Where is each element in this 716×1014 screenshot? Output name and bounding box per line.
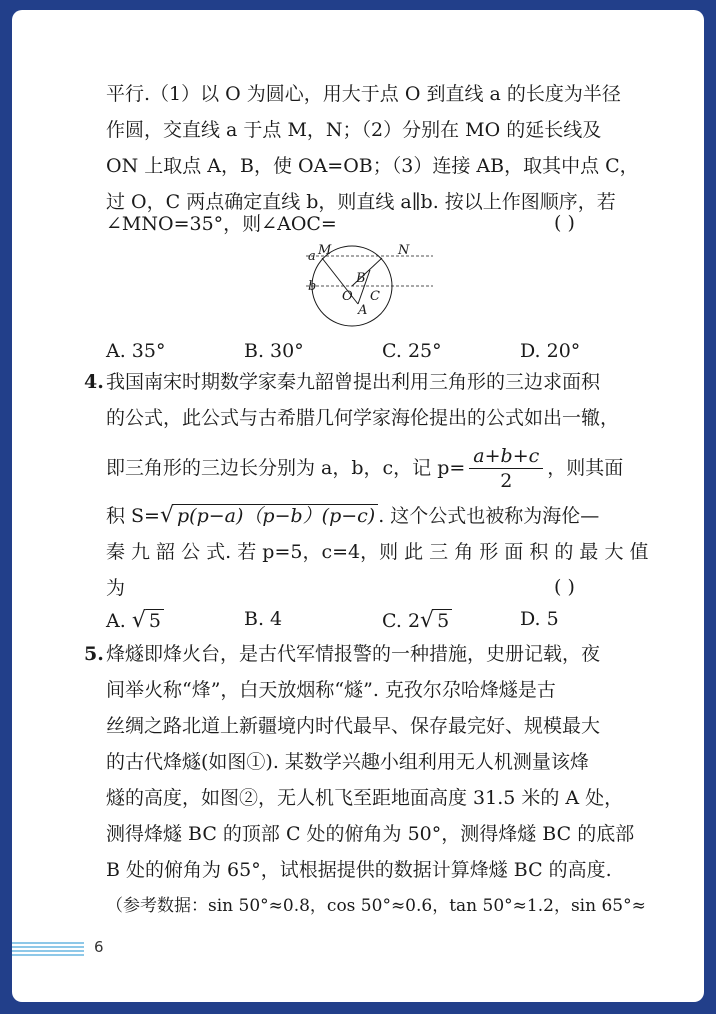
page [12, 10, 704, 1002]
sqrt-content: p(p−a)（p−b）(p−c) [174, 504, 378, 527]
sqrt-icon: √ [420, 608, 435, 633]
q4-line-5: 秦 九 韶 公 式. 若 p=5，c=4，则 此 三 角 形 面 积 的 最 大 值 [106, 541, 649, 563]
q4-option-b: B. 4 [244, 608, 283, 630]
q4-line-3 [106, 442, 623, 494]
q5-line-5: 燧的高度，如图②，无人机飞至距地面高度 31.5 米的 A 处， [106, 787, 624, 809]
q3-option-d: D. 20° [520, 340, 581, 362]
q3-option-a: A. 35° [106, 340, 166, 362]
q4-line-2: 的公式，此公式与古希腊几何学家海伦提出的公式如出一辙， [106, 407, 620, 429]
label-a: a [308, 249, 316, 264]
q5-line-2: 间举火称“烽”，白天放烟称“燧”. 克孜尔尕哈烽燧是古 [106, 679, 556, 701]
label-b: b [308, 279, 317, 294]
q4-line-6: 为 [106, 577, 126, 599]
q3-line-5: ∠MNO=35°，则∠AOC= [106, 213, 337, 235]
label-C: C [370, 289, 380, 304]
q4-line-4-post: . 这个公式也被称为海伦— [378, 505, 600, 527]
label-A: A [358, 303, 368, 318]
q3-circle-figure [288, 244, 448, 334]
q4-option-c [382, 608, 452, 633]
q5-line-8: （参考数据：sin 50°≈0.8，cos 50°≈0.6，tan 50°≈1.2，sin 65°≈ [106, 896, 646, 916]
q4-line-4 [106, 504, 599, 528]
q4-line-1: 我国南宋时期数学家秦九韶曾提出利用三角形的三边求面积 [106, 371, 601, 393]
q5-line-6: 测得烽燧 BC 的顶部 C 处的俯角为 50°，测得烽燧 BC 的底部 [106, 823, 635, 845]
q3-option-c: C. 25° [382, 340, 442, 362]
q4-option-a [106, 608, 164, 633]
footer-decoration [12, 942, 84, 958]
fraction [469, 444, 543, 493]
q5-line-1: 烽燧即烽火台，是古代军情报警的一种措施，史册记载，夜 [106, 643, 601, 665]
page-number: 6 [94, 938, 104, 956]
q4-option-a-label: A. [106, 610, 132, 632]
q3-option-b: B. 30° [244, 340, 304, 362]
q4-option-c-label: C. 2 [382, 610, 421, 632]
q4-option-d: D. 5 [520, 608, 559, 630]
label-M: M [318, 244, 332, 258]
q4-line-3-pre: 即三角形的三边长分别为 a，b，c，记 p= [106, 457, 466, 479]
q4-line-3-post: ，则其面 [547, 457, 624, 479]
fraction-numerator: a+b+c [469, 444, 543, 469]
label-O: O [342, 289, 353, 304]
q3-line-2: 作圆，交直线 a 于点 M，N；（2）分别在 MO 的延长线及 [106, 119, 602, 141]
q5-line-4: 的古代烽燧(如图①). 某数学兴趣小组利用无人机测量该烽 [106, 751, 589, 773]
q3-answer-paren: ( ) [554, 212, 575, 234]
q5-line-3: 丝绸之路北道上新疆境内时代最早、保存最完好、规模最大 [106, 715, 601, 737]
fraction-denominator: 2 [500, 469, 513, 492]
label-B: B [356, 271, 366, 286]
sqrt-icon: √ [159, 503, 175, 528]
q3-line-4: 过 O，C 两点确定直线 b，则直线 a∥b. 按以上作图顺序，若 [106, 191, 616, 213]
q4-line-4-pre: 积 S= [106, 505, 160, 527]
q5-number: 5. [84, 643, 104, 665]
q3-line-3: ON 上取点 A，B，使 OA=OB；（3）连接 AB，取其中点 C， [106, 155, 639, 177]
q4-answer-paren: ( ) [554, 576, 575, 598]
sqrt-icon: √ [131, 608, 146, 633]
q4-number: 4. [84, 371, 104, 393]
q5-line-7: B 处的俯角为 65°，试根据提供的数据计算烽燧 BC 的高度. [106, 859, 612, 881]
q3-line-1: 平行.（1）以 O 为圆心，用大于点 O 到直线 a 的长度为半径 [106, 83, 621, 105]
label-N: N [398, 244, 410, 258]
q4-option-c-radicand: 5 [434, 609, 452, 632]
q4-option-a-radicand: 5 [146, 609, 164, 632]
